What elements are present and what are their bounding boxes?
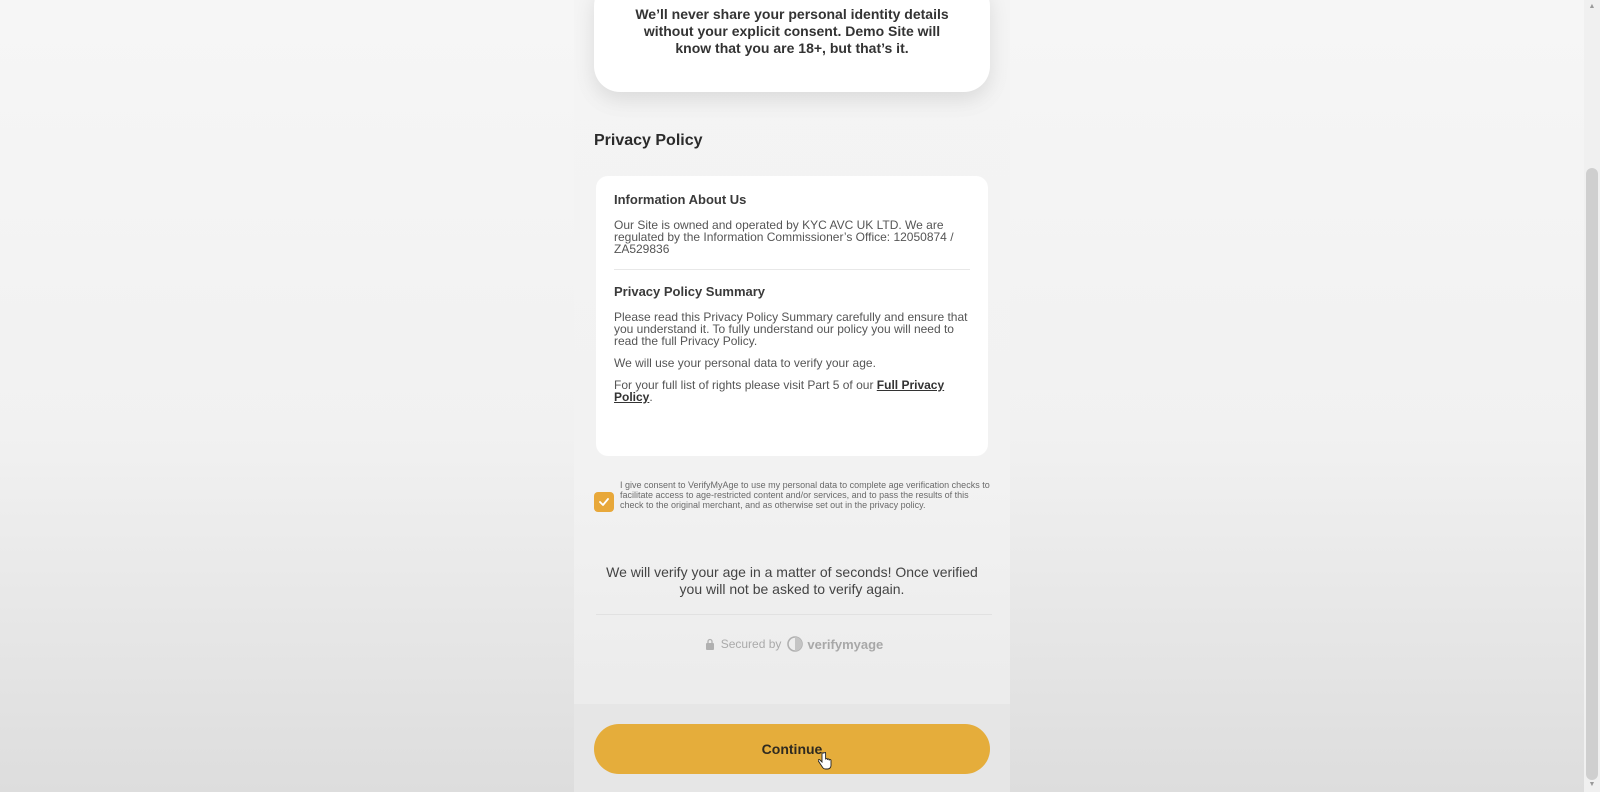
privacy-policy-title: Privacy Policy xyxy=(594,132,703,149)
consent-info-card xyxy=(594,0,990,92)
consent-label: I give consent to VerifyMyAge to use my personal data to complete age verification checks to facilitate access to age-restricted content and/or services, and to pass the results of this check to the original merchant, and as otherwise set out in the privacy policy. xyxy=(620,480,990,510)
consent-checkbox[interactable] xyxy=(594,492,614,512)
continue-button[interactable]: Continue xyxy=(594,724,990,774)
hand-cursor-icon xyxy=(818,752,832,770)
summary-paragraph-3 xyxy=(614,379,970,403)
rights-suffix: . xyxy=(649,390,653,404)
checkmark-icon xyxy=(599,498,609,506)
consent-info-text: We’ll never share your personal identity details without your explicit consent. Demo Site will know that you are 18+, but that’s it. xyxy=(635,6,949,56)
policy-divider xyxy=(614,269,970,270)
secured-by-footer xyxy=(596,636,992,652)
rights-text: For your full list of rights please visit Part 5 of our xyxy=(614,378,877,392)
secured-by-label: Secured by xyxy=(720,637,782,651)
scroll-up-icon[interactable]: ▲ xyxy=(1588,3,1596,10)
verifymyage-logo-icon xyxy=(787,636,803,652)
brand-name: verifymyage xyxy=(807,636,884,652)
info-body: Our Site is owned and operated by KYC AVC UK LTD. We are regulated by the Information Commissioner’s Office: 12050874 / ZA529836 xyxy=(614,218,954,256)
lock-icon xyxy=(705,638,715,650)
summary-heading: Privacy Policy Summary xyxy=(614,284,766,299)
verify-info-text: We will verify your age in a matter of seconds! Once verified you will not be asked to verify again. xyxy=(606,564,978,597)
summary-paragraph-1: Please read this Privacy Policy Summary carefully and ensure that you understand it. To fully understand our policy you will need to read the full Privacy Policy. xyxy=(614,310,968,348)
section-divider xyxy=(596,614,992,615)
verifymyage-logo xyxy=(787,636,883,652)
privacy-policy-card[interactable] xyxy=(596,176,988,456)
info-heading: Information About Us xyxy=(614,192,747,207)
scroll-down-icon[interactable]: ▼ xyxy=(1588,781,1596,788)
consent-row xyxy=(594,480,990,524)
full-privacy-policy-link[interactable]: Full Privacy Policy xyxy=(614,378,945,404)
summary-paragraph-2: We will use your personal data to verify your age. xyxy=(614,356,876,370)
scrollbar-thumb[interactable] xyxy=(1586,168,1598,780)
